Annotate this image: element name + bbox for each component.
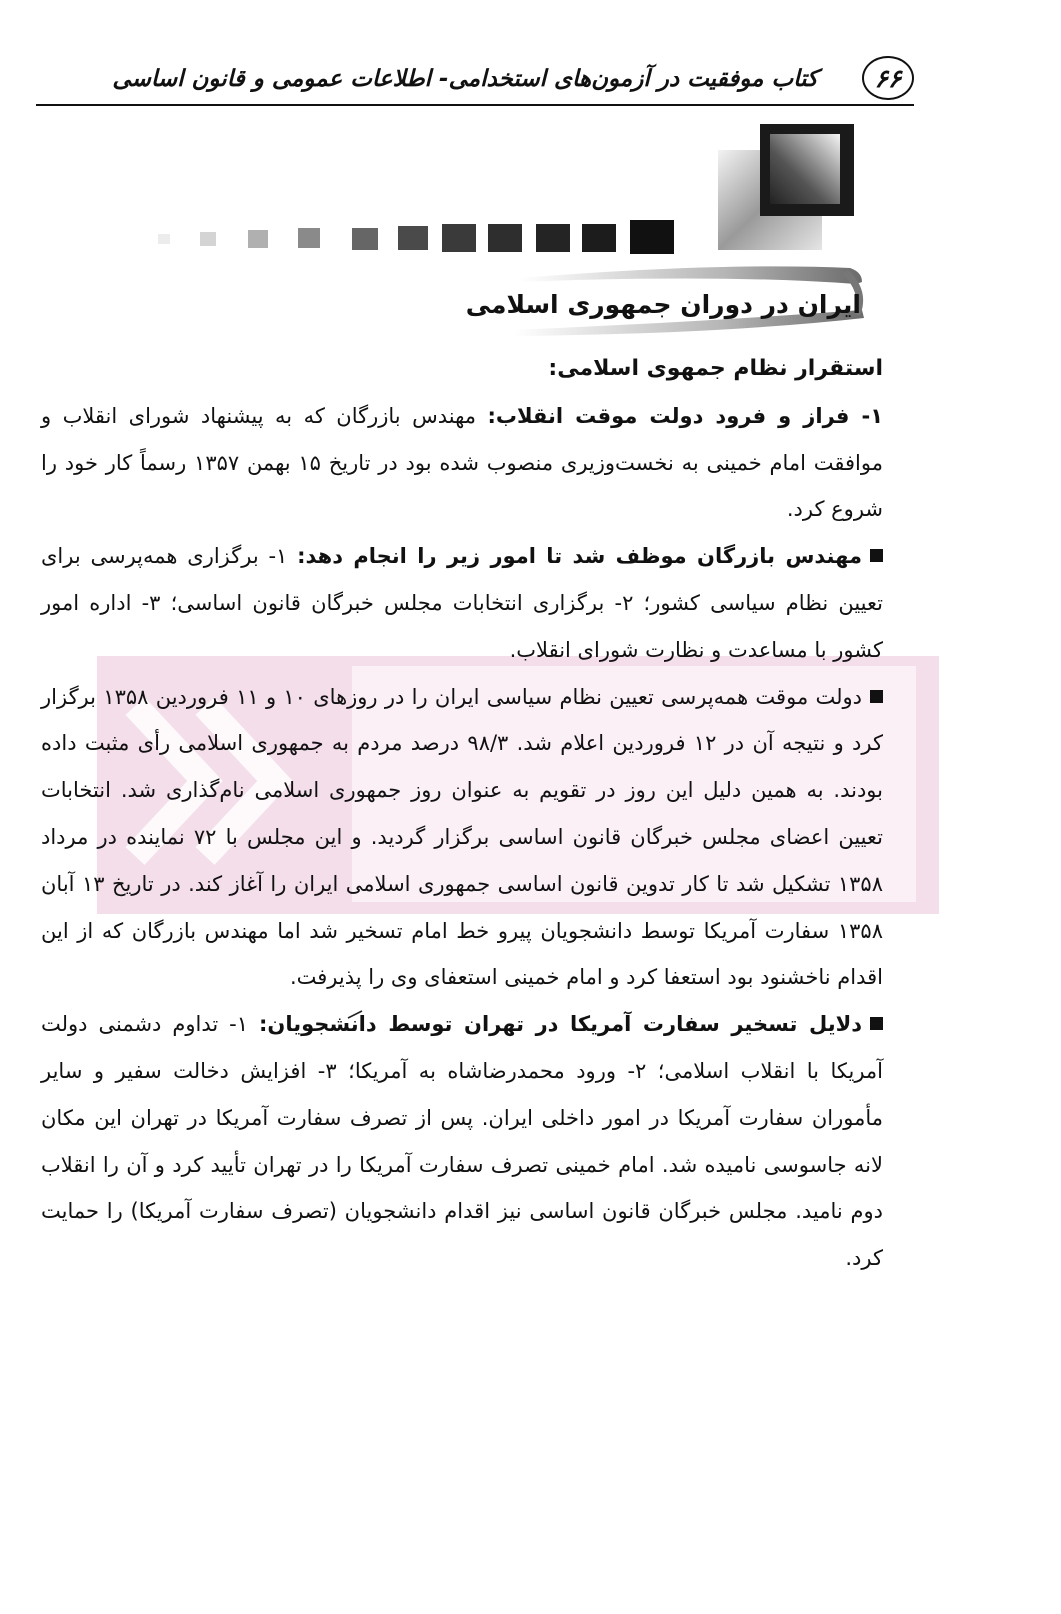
square-6 [398, 226, 428, 250]
paragraph-1-lead: ۱- فراز و فرود دولت موقت انقلاب: [487, 403, 884, 428]
square-11 [158, 234, 170, 244]
subsection-heading: استقرار نظام جمهوی اسلامی: [548, 356, 883, 381]
header-rule [36, 104, 914, 106]
square-3 [536, 224, 570, 252]
section-title: ایران در دوران جمهوری اسلامی [465, 290, 861, 319]
banner-top-swoosh [520, 266, 862, 284]
paragraph-3-text: دولت موقت همه‌پرسی تعیین نظام سیاسی ایران را در روزهای ۱۰ و ۱۱ فروردین ۱۳۵۸ برگزار کرد و نتیجه آن در ۱۲ فروردین اعلام شد. ۹۸/۳ درصد مردم به جمهوری اسلامی رأی مثبت داده بودند. به همین دلیل این روز در تقویم به عنوان روز جمهوری اسلامی نام‌گذاری شد. انتخابات تعیین اعضای مجلس خبرگان قانون اساسی برگزار گردید. و این مجلس با ۷۲ نماینده در مرداد ۱۳۵۸ تشکیل شد تا کار تدوین قانون اساسی جمهوری اسلامی ایران را آغاز کند. در تاریخ ۱۳ آبان ۱۳۵۸ سفارت آمریکا توسط دانشجویان پیرو خط امام تسخیر شد اما مهندس بازرگان که از این اقدام ناخشنود بود استعفا کرد و امام خمینی استعفای وی را پذیرفت. [41, 684, 883, 990]
square-4 [488, 224, 522, 252]
paragraph-4-lead: دلایل تسخیر سفارت آمریکا در تهران توسط دانشجویان: [259, 1012, 862, 1037]
running-title: کتاب موفقیت در آزمون‌های استخدامی- اطلاعات عمومی و قانون اساسی [112, 66, 818, 92]
square-9 [248, 230, 268, 248]
square-5 [442, 224, 476, 252]
square-7 [352, 228, 378, 250]
paragraph-2 [41, 533, 883, 673]
square-10 [200, 232, 216, 246]
paragraph-2-lead: مهندس بازرگان موظف شد تا امور زیر را انجام دهد: [297, 544, 862, 569]
stray-pen-mark [346, 1008, 366, 1022]
paragraph-1 [41, 393, 883, 533]
page-header [36, 52, 914, 108]
page-number: ۶۶ [862, 56, 914, 100]
square-8 [298, 228, 320, 248]
dark-square-inner [770, 134, 840, 204]
square-bullet-icon [870, 690, 883, 703]
square-2 [582, 224, 616, 252]
square-bullet-icon [870, 549, 883, 562]
paragraph-4 [41, 1001, 883, 1282]
paragraph-2-text: ۱- برگزاری همه‌پرسی برای تعیین نظام سیاسی کشور؛ ۲- برگزاری انتخابات مجلس خبرگان قانون اساسی؛ ۳- اداره امور کشور با مساعدت و نظارت شورای انقلاب. [41, 544, 883, 662]
body-content [41, 346, 883, 1282]
paragraph-1-text: مهندس بازرگان که به پیشنهاد شورای انقلاب و موافقت امام خمینی به نخست‌وزیری منصوب شده بود در تاریخ ۱۵ بهمن ۱۳۵۷ رسماً کار خود را شروع کرد. [41, 403, 883, 522]
square-1 [630, 220, 674, 254]
paragraph-4-text: ۱- تداوم دشمنی دولت آمریکا با انقلاب اسلامی؛ ۲- ورود محمدرضاشاه به آمریکا؛ ۳- افزایش دخالت سفیر و سایر مأموران سفارت آمریکا در امور داخلی ایران. پس از تصرف سفارت آمریکا در تهران این مکان لانه جاسوسی نامیده شد. امام خمینی تصرف سفارت آمریکا را در تهران تأیید کرد و آن را انقلاب دوم نامید. مجلس خبرگان قانون اساسی نیز اقدام دانشجویان (تصرف سفارت آمریکا) را حمایت کرد. [41, 1012, 884, 1271]
square-bullet-icon [870, 1017, 883, 1030]
paragraph-3 [41, 674, 883, 1002]
